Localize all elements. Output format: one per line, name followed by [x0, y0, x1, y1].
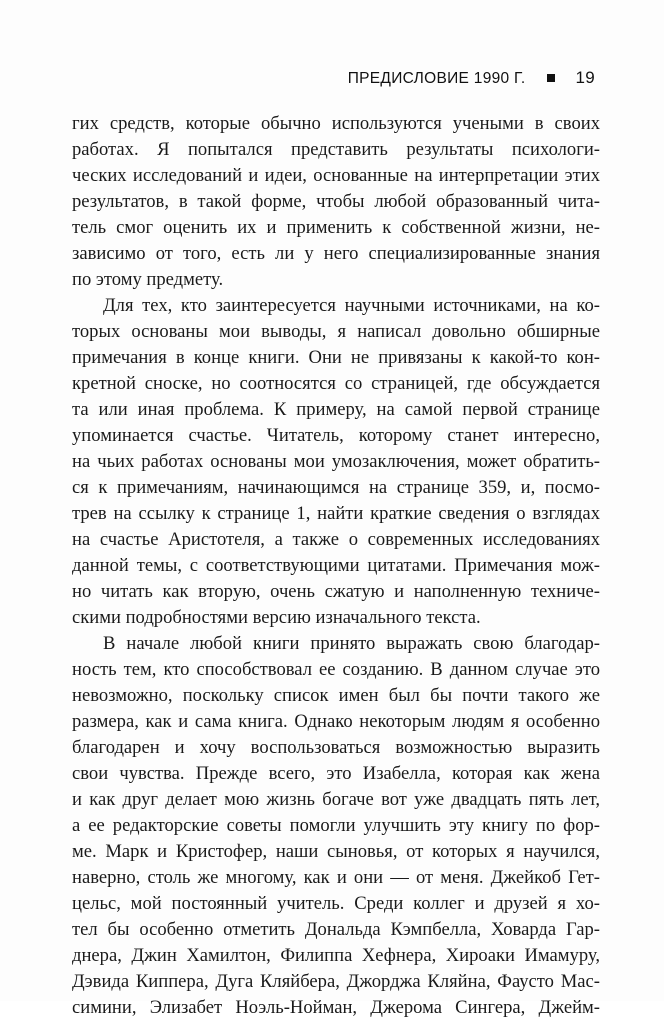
text-line: трев на ссылку к странице 1, найти краткие сведения о взглядах	[72, 503, 600, 524]
square-bullet-icon	[547, 74, 555, 82]
text-line: ся к примечаниям, начинающимся на странице 359, и, посмо-	[72, 477, 600, 498]
text-line: на счастье Аристотеля, а также о современных исследованиях	[72, 529, 600, 550]
text-line: торых основаны мои выводы, я написал довольно обширные	[72, 321, 600, 342]
text-line: работах. Я попытался представить результаты психологи-	[72, 139, 600, 160]
text-line: а ее редакторские советы помогли улучшить эту книгу по фор-	[72, 815, 600, 836]
text-line: гих средств, которые обычно используются учеными в своих	[72, 113, 600, 134]
text-line: свои чувства. Прежде всего, это Изабелла, которая как жена	[72, 763, 600, 784]
page-number: 19	[575, 68, 595, 87]
text-line: ме. Марк и Кристофер, наши сыновья, от которых я научился,	[72, 841, 600, 862]
text-line: ность тем, кто способствовал ее созданию. В данном случае это	[72, 659, 600, 680]
text-line: зависимо от того, есть ли у него специализированные знания	[72, 243, 600, 264]
text-line: скими подробностями версию изначального текста.	[72, 607, 481, 628]
text-line: В начале любой книги принято выражать свою благодар-	[103, 633, 600, 654]
text-line: по этому предмету.	[72, 269, 224, 290]
text-line: благодарен и хочу воспользоваться возможностью выразить	[72, 737, 600, 758]
text-line: ческих исследований и идеи, основанные на интерпретации этих	[72, 165, 600, 186]
text-line: тел бы особенно отметить Дональда Кэмпбелла, Ховарда Гар-	[72, 919, 600, 940]
text-line: размера, как и сама книга. Однако некоторым людям я особенно	[72, 711, 600, 732]
body-text	[72, 111, 600, 1021]
text-line: на чьих работах основаны мои умозаключения, может обратить-	[72, 451, 600, 472]
text-line: та или иная проблема. К примеру, на самой первой странице	[72, 399, 600, 420]
running-header	[0, 68, 595, 88]
text-line: симини, Элизабет Ноэль-Нойман, Джерома Сингера, Джейм-	[72, 997, 600, 1018]
text-line: кретной сноске, но соотносятся со страницей, где обсуждается	[72, 373, 600, 394]
text-line: примечания в конце книги. Они не привязаны к какой-то кон-	[72, 347, 600, 368]
text-line: Дэвида Киппера, Дуга Кляйбера, Джорджа Кляйна, Фаусто Мас-	[72, 971, 600, 992]
text-line: невозможно, поскольку список имен был бы почти такого же	[72, 685, 600, 706]
text-line: цельс, мой постоянный учитель. Среди коллег и друзей я хо-	[72, 893, 600, 914]
text-line: наверно, столь же многому, как и они — от меня. Джейкоб Гет-	[72, 867, 600, 888]
text-line: тель смог оценить их и применить к собственной жизни, не-	[72, 217, 600, 238]
text-line: и как друг делает мою жизнь богаче вот уже двадцать пять лет,	[72, 789, 600, 810]
text-line: данной темы, с соответствующими цитатами. Примечания мож-	[72, 555, 600, 576]
text-line: результатов, в такой форме, чтобы любой образованный чита-	[72, 191, 600, 212]
text-line: днера, Джин Хамилтон, Филиппа Хефнера, Хироаки Имамуру,	[72, 945, 600, 966]
text-line: но читать как вторую, очень сжатую и наполненную техниче-	[72, 581, 600, 602]
text-line: Для тех, кто заинтересуется научными источниками, на ко-	[103, 295, 600, 316]
text-line: упоминается счастье. Читатель, которому станет интересно,	[72, 425, 600, 446]
chapter-title: ПРЕДИСЛОВИЕ 1990 Г.	[347, 70, 526, 87]
